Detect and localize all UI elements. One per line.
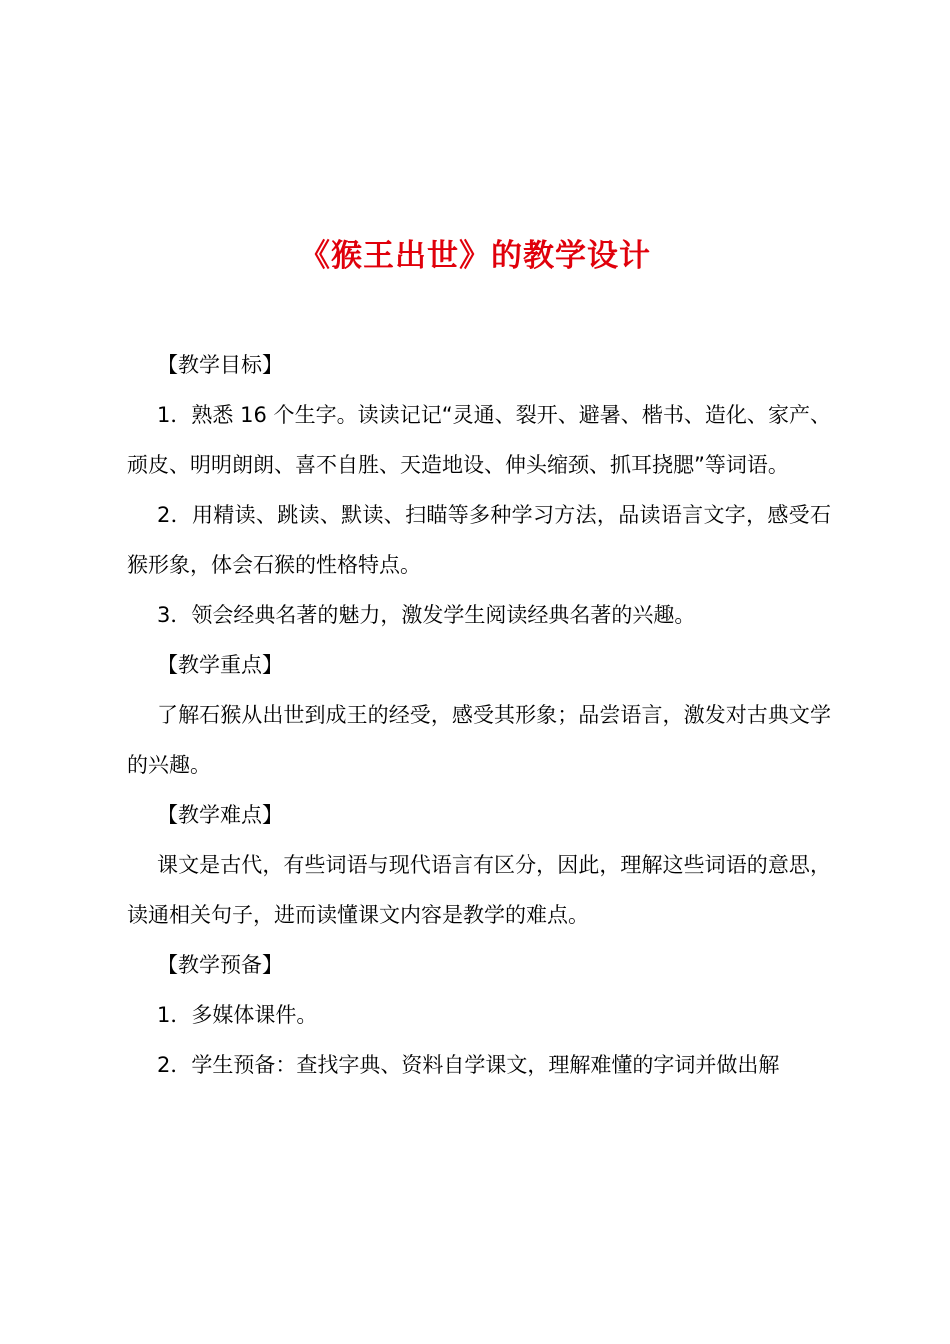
difficulties-text: 课文是古代，有些词语与现代语言有区分，因此，理解这些词语的意思，读通相关句子，进而读懂课文内容是教学的难点。 (127, 853, 831, 927)
preparation-item-1: 1．多媒体课件。 (157, 1003, 318, 1027)
heading-difficulties: 【教学难点】 (157, 803, 283, 827)
document-title: 《猴王出世》的教学设计 (299, 237, 651, 274)
heading-objectives: 【教学目标】 (157, 353, 283, 377)
preparation-item-2: 2．学生预备：查找字典、资料自学课文，理解难懂的字词并做出解 (157, 1053, 780, 1077)
objective-item-2: 2．用精读、跳读、默读、扫瞄等多种学习方法，品读语言文字，感受石猴形象，体会石猴的性格特点。 (127, 503, 831, 577)
document-body (127, 340, 831, 1090)
heading-preparation: 【教学预备】 (157, 953, 283, 977)
heading-key-points: 【教学重点】 (157, 653, 283, 677)
key-points-text: 了解石猴从出世到成王的经受，感受其形象；品尝语言，激发对古典文学的兴趣。 (127, 703, 831, 777)
objective-item-1: 1．熟悉 16 个生字。读读记记“灵通、裂开、避暑、楷书、造化、家产、顽皮、明明朗朗、喜不自胜、天造地设、伸头缩颈、抓耳挠腮”等词语。 (127, 403, 831, 477)
objective-item-3: 3．领会经典名著的魅力，激发学生阅读经典名著的兴趣。 (157, 603, 696, 627)
